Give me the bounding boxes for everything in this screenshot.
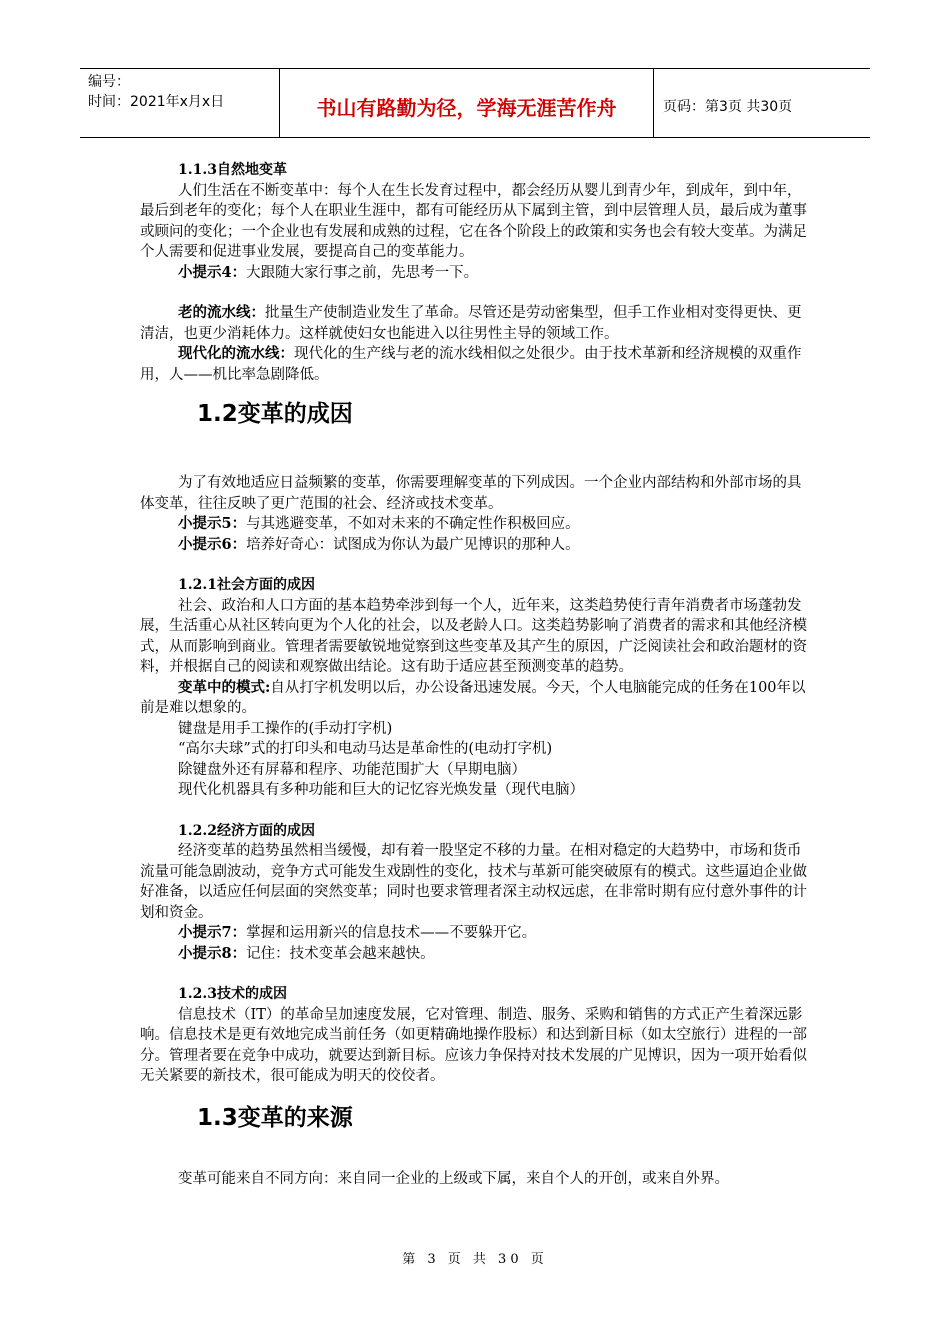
tip-label: 小提示6： (178, 535, 247, 553)
tip-text: 与其逃避变革，不如对未来的不确定性作积极回应。 (246, 516, 580, 532)
tip-text: 大跟随大家行事之前，先思考一下。 (246, 264, 479, 281)
paragraph: 为了有效地适应日益频繁的变革，你需要理解变革的下列成因。一个企业内部结构和外部市场的具体变革，往往反映了更广范围的社会、经济或技术变革。 (140, 475, 802, 512)
footer-page-number: 第 3 页 共 30 页 (402, 1252, 548, 1267)
modern-assembly-line-paragraph (140, 344, 813, 385)
paragraph: 社会、政治和人口方面的基本趋势牵涉到每一个人，近年来，这类趋势使行青年消费者市场蓬勃发展，生活重心从社区转向更为个人化的社会，以及老龄人口。这类趋势影响了消费者的需求和其他经济模式，从而影响到商业。管理者需要敏锐地觉察到这些变革及其产生的原因，广泛阅读社会和政治题材的资料，并根据自己的阅读和观察做出结论。这有助于适应甚至预测变革的趋势。 (140, 597, 807, 675)
tip-text: 记住：技术变革会越来越快。 (246, 945, 435, 962)
page-header (80, 68, 870, 138)
tip-label: 小提示8： (178, 944, 247, 962)
tip-label: 小提示5： (178, 515, 247, 532)
list-item: 现代化机器具有多种功能和巨大的记忆容光焕发量（现代电脑） (178, 782, 584, 798)
paragraph: 变革可能来自不同方向：来自同一企业的上级或下属，来自个人的开创，或来自外界。 (178, 1170, 729, 1187)
list-item: 除键盘外还有屏幕和程序、功能范围扩大（早期电脑） (178, 761, 526, 778)
tip-text: 掌握和运用新兴的信息技术——不要躲开它。 (246, 925, 537, 941)
section-heading-1-2-2: 1.2.2经济方面的成因 (178, 822, 315, 839)
section-heading-1-1-3: 1.1.3自然地变革 (178, 162, 287, 178)
list-item: 键盘是用手工操作的(手动打字机) (178, 720, 393, 737)
section-heading-1-2-1: 1.2.1社会方面的成因 (178, 577, 315, 593)
document-body (140, 160, 813, 1189)
tip-8 (140, 944, 813, 965)
term-text: 批量生产使制造业发生了革命。尽管还是劳动密集型，但手工作业相对变得更快、更清洁，也更少消耗体力。这样就使妇女也能进入以往男性主导的领域工作。 (140, 305, 802, 342)
header-motto-cell (280, 69, 654, 137)
page-footer (0, 1248, 950, 1267)
time-label: 时间：2021年x月x日 (88, 94, 225, 110)
term-text: 自从打字机发明以后，办公设备迅速发展。今天，个人电脑能完成的任务在100年以前是难以想象的。 (140, 679, 806, 716)
header-page-cell (653, 69, 870, 137)
section-heading-1-2-3: 1.2.3技术的成因 (178, 986, 287, 1002)
tip-label: 小提示4： (178, 263, 247, 281)
section-heading-1-3: 1.3变革的来源 (197, 1104, 353, 1131)
header-motto: 书山有路勤为径，学海无涯苦作舟 (316, 95, 617, 120)
header-meta (80, 69, 280, 137)
list-item: “高尔夫球”式的打印头和电动马达是革命性的(电动打字机) (178, 741, 553, 757)
tip-text: 培养好奇心：试图成为你认为最广见博识的那种人。 (246, 536, 580, 553)
header-page-info: 页码：第3页 共30页 (663, 99, 793, 115)
section-heading-1-2: 1.2变革的成因 (197, 401, 353, 427)
term-label: 现代化的流水线： (178, 345, 294, 362)
term-text: 现代化的生产线与老的流水线相似之处很少。由于技术革新和经济规模的双重作用，人——机比率急剧降低。 (140, 346, 802, 383)
paragraph: 信息技术（IT）的革命呈加速度发展，它对管理、制造、服务、采购和销售的方式正产生着深远影响。信息技术是更有效地完成当前任务（如更精确地操作股标）和达到新目标（如太空旅行）进程的一部分。管理者要在竞争中成功，就要达到新目标。应该力争保持对技术发展的广见博识，因为一项开始看似无关紧要的新技术，很可能成为明天的佼佼者。 (140, 1006, 807, 1084)
tip-6 (140, 535, 813, 556)
term-label: 变革中的模式: (178, 678, 271, 696)
serial-label: 编号： (88, 74, 130, 90)
paragraph: 经济变革的趋势虽然相当缓慢，却有着一股坚定不移的力量。在相对稳定的大趋势中，市场和货币流量可能急剧波动，竞争方式可能发生戏剧性的变化，技术与革新可能突破原有的模式。这些逼迫企业做好准备，以适应任何层面的突然变革；同时也要求管理者深主动权远虑，在非常时期有应付意外事件的计划和资金。 (140, 843, 807, 921)
tip-4 (140, 263, 813, 284)
tip-5 (140, 514, 813, 535)
paragraph: 人们生活在不断变革中：每个人在生长发育过程中，都会经历从婴儿到青少年，到成年，到中年，最后到老年的变化；每个人在职业生涯中，都有可能经历从下属到主管，到中层管理人员，最后成为董事或顾问的变化；一个企业也有发展和成熟的过程，它在各个阶段上的政策和实务也会有较大变革。为满足个人需要和促进事业发展，要提高自己的变革能力。 (140, 182, 807, 260)
change-pattern-paragraph (140, 678, 813, 719)
tip-label: 小提示7： (178, 924, 247, 941)
tip-7 (140, 923, 813, 944)
old-assembly-line-paragraph (140, 303, 813, 344)
term-label: 老的流水线： (178, 304, 265, 321)
